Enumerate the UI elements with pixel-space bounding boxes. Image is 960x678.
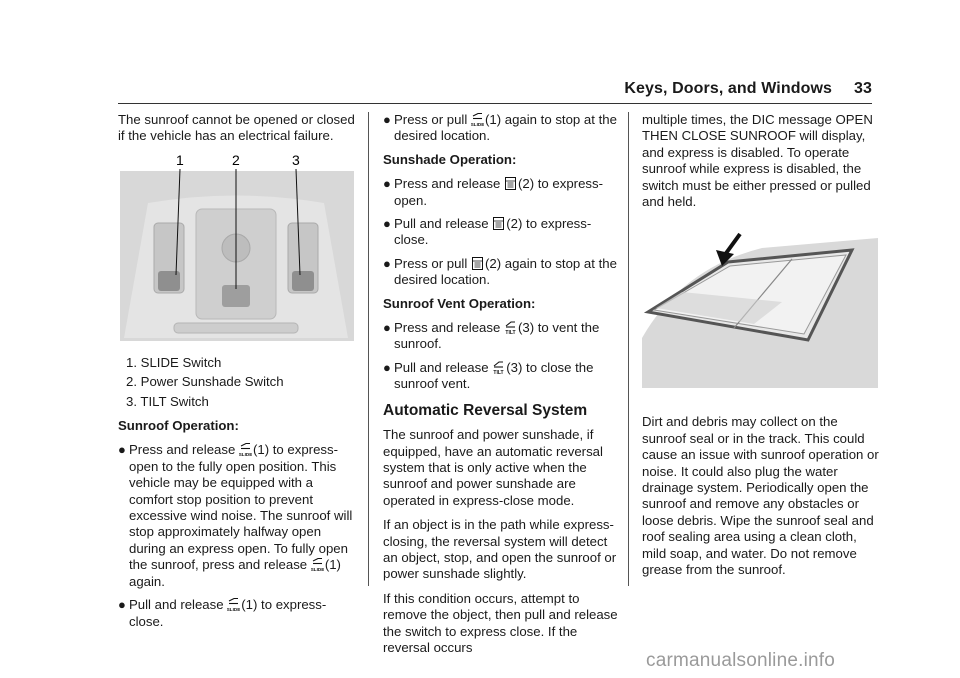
page-header — [624, 80, 872, 98]
slide-icon — [239, 442, 252, 457]
tilt-switch — [292, 271, 314, 291]
paragraph: multiple times, the DIC message OPEN THEN CLOSE SUNROOF will display, and express is disabled. To operate sunroof while express is disabled, the switch must be either pressed or pulled and held. — [642, 112, 873, 210]
bullet-icon: ● — [118, 442, 126, 458]
tilt-icon — [492, 360, 505, 375]
automatic-reversal-heading: Automatic Reversal System — [383, 401, 588, 419]
bullet-item: ● Press and release (3) to vent the sunroof. — [383, 320, 600, 352]
slide-icon — [471, 112, 484, 127]
bullet-icon: ● — [383, 176, 391, 192]
callout-1: 1 — [176, 152, 184, 168]
column-3 — [642, 112, 882, 587]
column-1 — [118, 112, 358, 637]
overhead-console-figure — [118, 153, 354, 343]
bullet-item: ● Press or pull (2) again to stop at the desired location. — [383, 255, 617, 288]
sunroof-seal-figure — [642, 228, 878, 388]
paragraph: The sunroof and power sunshade, if equipped, have an automatic reversal system that is only active when the sunroof and power sunshade are operated in express-close mode. — [383, 427, 603, 508]
paragraph: If this condition occurs, attempt to remove the object, then pull and release the switch to express close. If the reversal occurs — [383, 590, 618, 655]
column-divider — [368, 112, 369, 586]
list-item: 2. Power Sunshade Switch — [126, 374, 284, 390]
sunshade-icon — [471, 256, 484, 271]
bullet-item: ● Press or pull (1) again to stop at the desired location. — [383, 112, 617, 144]
paragraph: If an object is in the path while express-closing, the reversal system will detect an object, stop, and open the sunroof or power sunshade slightly. — [383, 517, 617, 582]
bullet-icon: ● — [383, 255, 391, 271]
bullet-item: ● Press and release (1) to express-open to the fully open position. This vehicle may be equipped with a comfort stop position to prevent excessive wind noise. The sunroof will stop approximately halfway open during an express open. To fully open the sunroof, press and release (1) again. — [118, 442, 353, 589]
sunroof-operation-heading: Sunroof Operation: — [118, 418, 239, 434]
bullet-item: ● Pull and release (1) to express-close. — [118, 597, 327, 629]
list-item: 1. SLIDE Switch — [126, 354, 222, 370]
slide-switch — [158, 271, 180, 291]
slide-icon — [227, 597, 240, 612]
bullet-item: ● Press and release (2) to express-open. — [383, 176, 603, 208]
bullet-item: ● Pull and release (2) to express-close. — [383, 216, 592, 248]
callout-2: 2 — [232, 152, 240, 168]
callout-3: 3 — [292, 152, 300, 168]
bullet-item: ● Pull and release (3) to close the sunroof vent. — [383, 359, 594, 392]
bullet-icon: ● — [383, 320, 391, 336]
bullet-icon: ● — [383, 112, 391, 127]
sunroof-vent-heading: Sunroof Vent Operation: — [383, 295, 536, 311]
bullet-icon: ● — [383, 359, 391, 375]
sunshade-icon — [504, 176, 517, 191]
header-divider — [118, 103, 872, 104]
watermark: carmanualsonline.info — [646, 650, 836, 671]
section-title: Keys, Doors, and Windows — [624, 80, 832, 97]
intro-paragraph: The sunroof cannot be opened or closed if the vehicle has an electrical failure. — [118, 112, 355, 144]
slide-icon — [311, 557, 324, 572]
sunshade-icon — [492, 216, 505, 231]
tilt-icon — [504, 320, 517, 335]
sunshade-operation-heading: Sunshade Operation: — [383, 151, 517, 167]
column-2 — [383, 112, 623, 664]
bullet-icon: ● — [383, 216, 391, 232]
paragraph: Dirt and debris may collect on the sunroof seal or in the track. This could cause an issue with sunroof operation or noise. It could also plug the water drainage system. Periodically open the sunroof and remove any obstacles or loose debris. Wipe the sunroof seal and roof sealing area using a clean cloth, mild soap, and water. Do not remove grease from the sunroof. — [642, 414, 879, 578]
bullet-icon: ● — [118, 597, 126, 613]
switch-list — [118, 355, 358, 410]
column-divider — [628, 112, 629, 586]
page-number: 33 — [854, 80, 872, 97]
list-item: 3. TILT Switch — [126, 393, 209, 409]
